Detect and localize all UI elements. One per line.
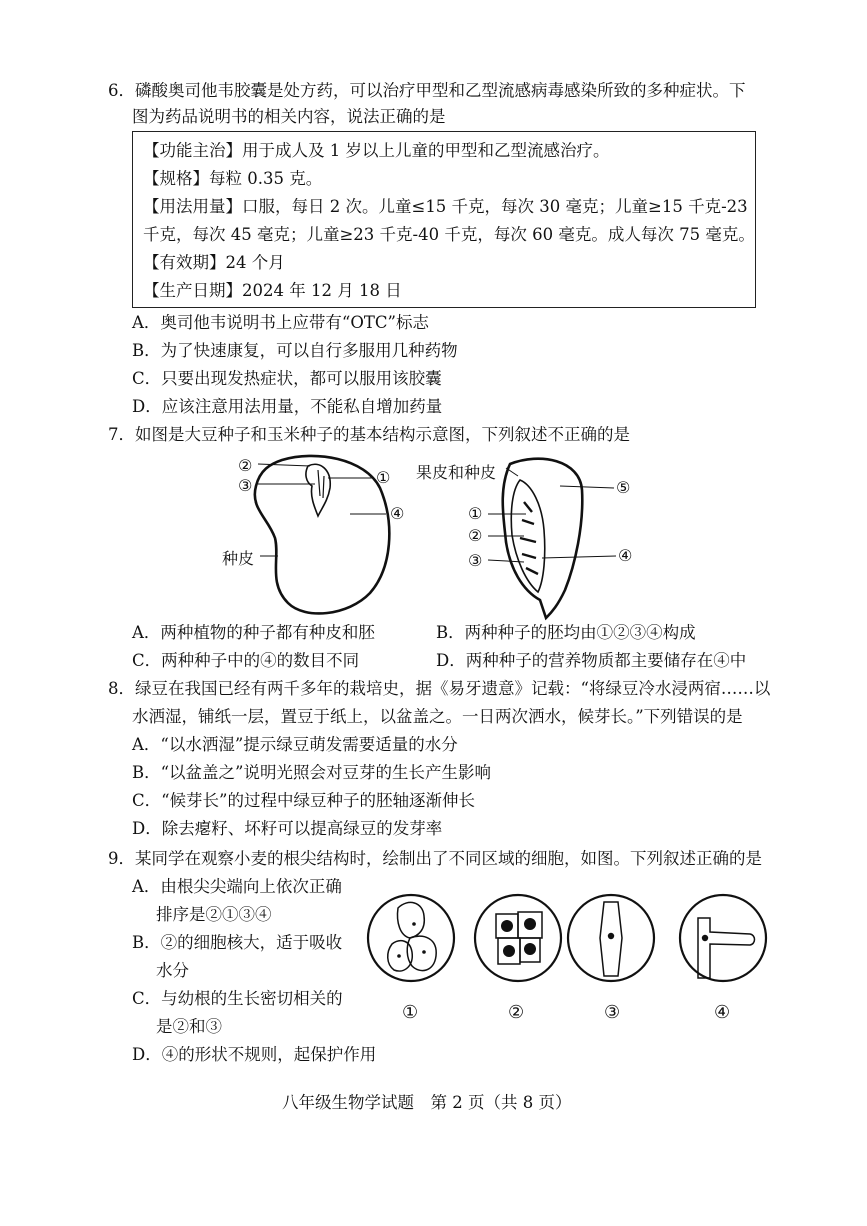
q6-option-a[interactable]: A．奥司他韦说明书上应带有“OTC”标志 — [132, 313, 429, 332]
box-line: 【有效期】24 个月 — [143, 253, 285, 272]
soy-label-4: ④ — [390, 504, 405, 523]
corn-outline — [503, 459, 583, 618]
q9-option-a-cont: 排序是②①③④ — [156, 905, 272, 924]
q7-option-a[interactable]: A．两种植物的种子都有种皮和胚 — [132, 623, 375, 642]
root-tip-cells-diagram — [368, 878, 768, 998]
cell-1-root-cap — [368, 895, 454, 981]
soy-label-2: ② — [238, 456, 253, 475]
corn-label-1: ① — [468, 504, 483, 523]
q9-option-c-cont: 是②和③ — [156, 1017, 222, 1036]
box-line: 千克，每次 45 毫克；儿童≥23 千克-40 千克，每次 60 毫克。成人每次 75 毫克。 — [143, 225, 755, 244]
q6-option-b[interactable]: B．为了快速康复，可以自行多服用几种药物 — [132, 341, 458, 360]
q8-stem-line1: 8．绿豆在我国已经有两千多年的栽培史，据《易牙遗意》记载：“将绿豆冷水浸两宿……以 — [108, 679, 771, 698]
q8-option-c[interactable]: C．“候芽长”的过程中绿豆种子的胚轴逐渐伸长 — [132, 791, 475, 810]
cell-label-3: ③ — [604, 1002, 621, 1023]
q6-option-c[interactable]: C．只要出现发热症状，都可以服用该胶囊 — [132, 369, 442, 388]
q9-option-b-cont: 水分 — [156, 961, 189, 980]
q9-option-a[interactable]: A．由根尖尖端向上依次正确 — [132, 877, 342, 896]
cell-3-elongation — [568, 895, 654, 981]
corn-label-5: ⑤ — [616, 478, 631, 497]
cell-4-root-hair — [680, 895, 766, 981]
q6-stem-line2: 图为药品说明书的相关内容，说法正确的是 — [132, 107, 446, 126]
q8-option-a[interactable]: A．“以水洒湿”提示绿豆萌发需要适量的水分 — [132, 735, 458, 754]
page-footer: 八年级生物学试题 第 2 页（共 8 页） — [282, 1093, 572, 1112]
q7-option-c[interactable]: C．两种种子中的④的数目不同 — [132, 651, 360, 670]
soy-label-1: ① — [376, 468, 391, 487]
cell-label-2: ② — [508, 1002, 525, 1023]
cell-label-4: ④ — [714, 1002, 731, 1023]
soybean-outline — [255, 456, 390, 614]
q7-option-b[interactable]: B．两种种子的胚均由①②③④构成 — [436, 623, 696, 642]
q9-option-c[interactable]: C．与幼根的生长密切相关的 — [132, 989, 343, 1008]
drug-instructions-box — [132, 131, 756, 308]
box-line: 【功能主治】用于成人及 1 岁以上儿童的甲型和乙型流感治疗。 — [143, 141, 610, 160]
q9-stem: 9．某同学在观察小麦的根尖结构时，绘制出了不同区域的细胞，如图。下列叙述正确的是 — [108, 849, 762, 868]
soy-seed-coat-label: 种皮 — [222, 549, 255, 568]
cell-label-1: ① — [402, 1002, 419, 1023]
q8-option-d[interactable]: D．除去瘪籽、坏籽可以提高绿豆的发芽率 — [132, 819, 443, 838]
corn-label-3: ③ — [468, 551, 483, 570]
q8-option-b[interactable]: B．“以盆盖之”说明光照会对豆芽的生长产生影响 — [132, 763, 491, 782]
box-line: 【用法用量】口服，每日 2 次。儿童≤15 千克，每次 30 毫克；儿童≥15 千克-23 — [143, 197, 748, 216]
soy-label-3: ③ — [238, 476, 253, 495]
corn-coat-label: 果皮和种皮 — [416, 463, 497, 482]
q6-stem-line1: 6．磷酸奥司他韦胶囊是处方药，可以治疗甲型和乙型流感病毒感染所致的多种症状。下 — [108, 81, 746, 100]
q6-option-d[interactable]: D．应该注意用法用量，不能私自增加药量 — [132, 397, 443, 416]
q9-option-b[interactable]: B．②的细胞核大，适于吸收 — [132, 933, 343, 952]
cell-2-meristem — [475, 895, 561, 981]
corn-label-2: ② — [468, 526, 483, 545]
q7-option-d[interactable]: D．两种种子的营养物质都主要储存在④中 — [436, 651, 747, 670]
q8-stem-line2: 水洒湿，铺纸一层，置豆于纸上，以盆盖之。一日两次洒水，候芽长。”下列错误的是 — [132, 707, 743, 726]
box-line: 【生产日期】2024 年 12 月 18 日 — [143, 281, 402, 300]
q7-stem: 7．如图是大豆种子和玉米种子的基本结构示意图，下列叙述不正确的是 — [108, 425, 630, 444]
corn-label-4: ④ — [618, 546, 633, 565]
box-line: 【规格】每粒 0.35 克。 — [143, 169, 323, 188]
q9-option-d[interactable]: D．④的形状不规则，起保护作用 — [132, 1045, 377, 1064]
